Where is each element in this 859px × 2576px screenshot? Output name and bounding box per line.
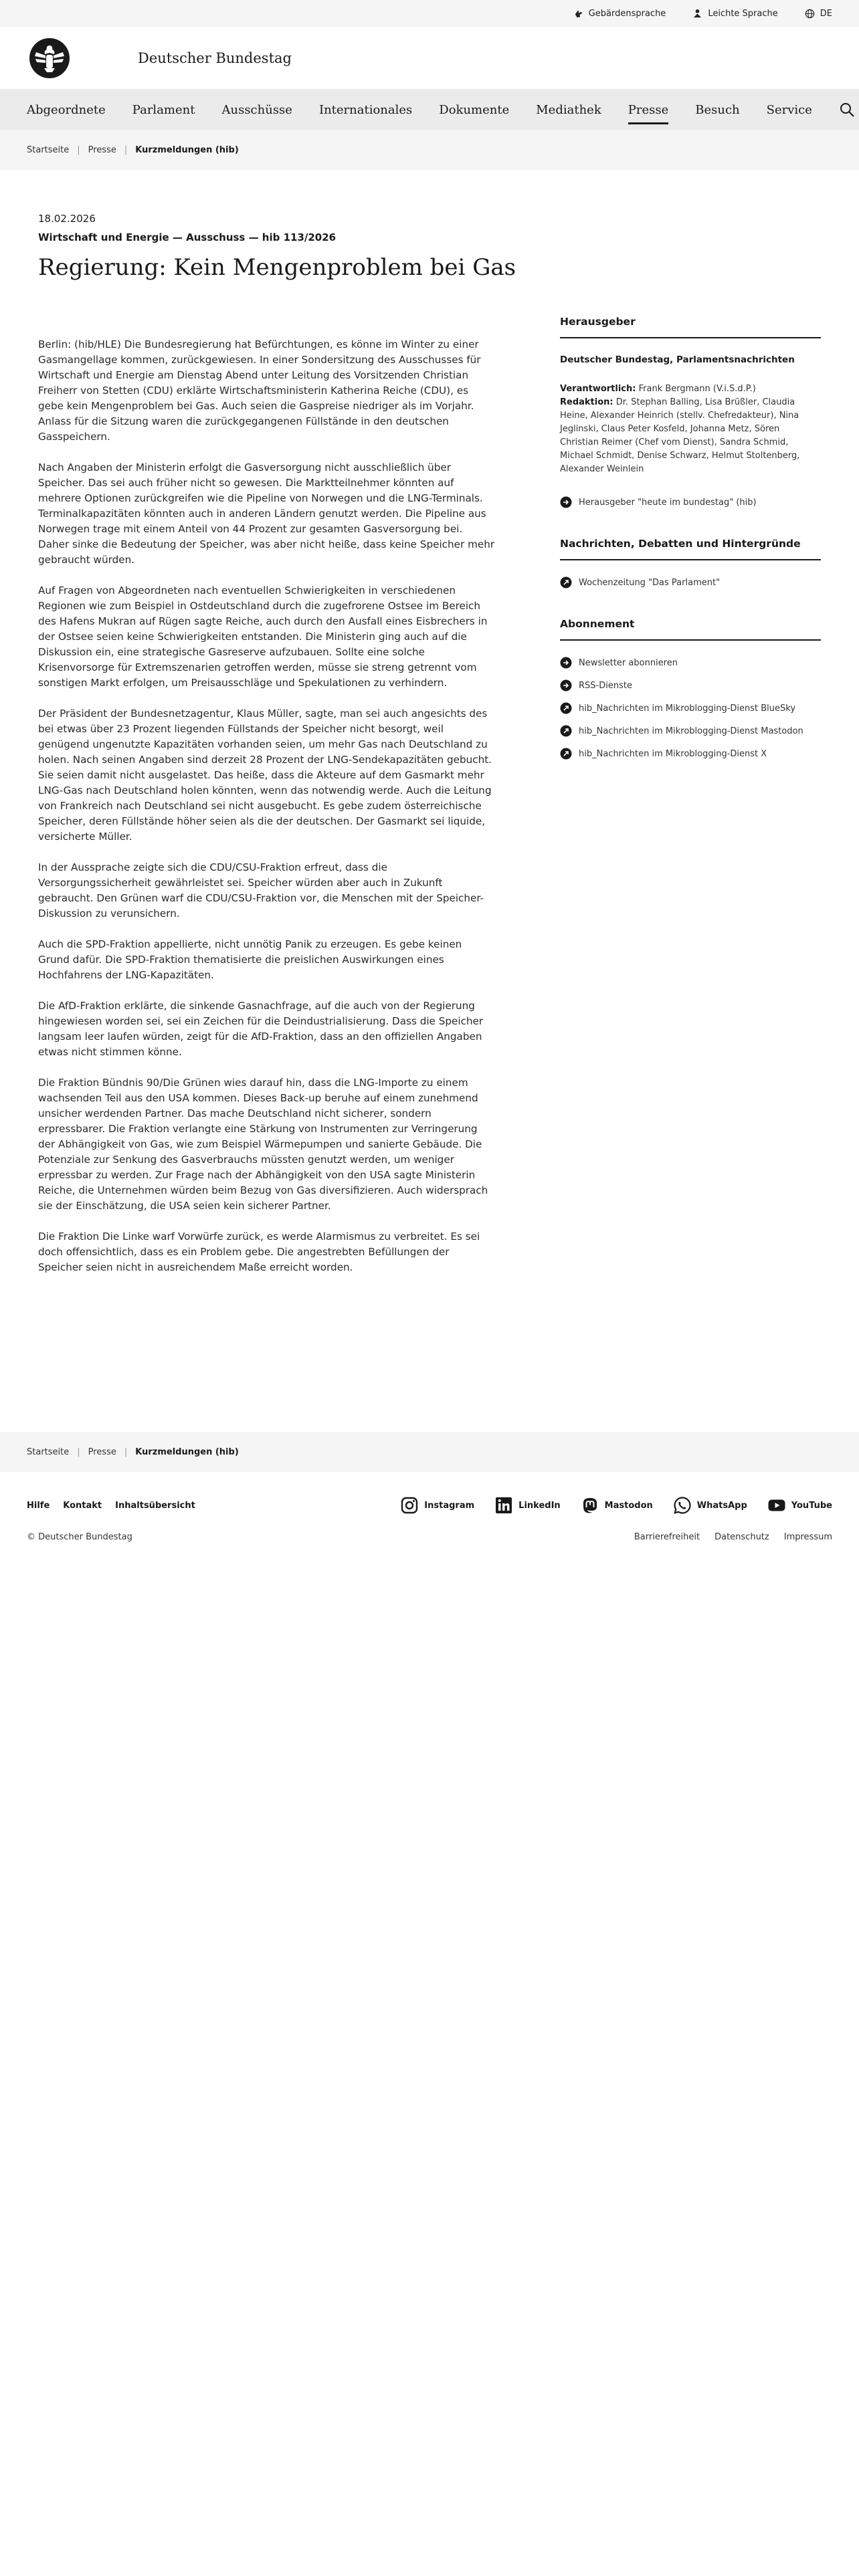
breadcrumb-home[interactable]: Startseite bbox=[27, 144, 70, 155]
legal-link-datenschutz[interactable]: Datenschutz bbox=[714, 1532, 769, 1542]
hand-icon bbox=[573, 9, 583, 19]
whatsapp-icon bbox=[673, 1496, 692, 1515]
x-link-label: hib_Nachrichten im Mikroblogging-Dienst X bbox=[579, 748, 767, 759]
article-body bbox=[38, 316, 495, 1291]
nav-item-dokumente[interactable]: Dokumente bbox=[439, 102, 510, 117]
breadcrumb-presse[interactable]: Presse bbox=[88, 144, 116, 155]
legal-link-impressum[interactable]: Impressum bbox=[783, 1532, 832, 1542]
content-columns bbox=[38, 316, 821, 1291]
social-whatsapp[interactable] bbox=[673, 1496, 747, 1515]
mastodon-label: Mastodon bbox=[604, 1500, 653, 1511]
linkedin-icon bbox=[494, 1496, 513, 1515]
news-section bbox=[560, 538, 821, 588]
social-mastodon[interactable] bbox=[581, 1496, 653, 1515]
article-paragraph: Der Präsident der Bundesnetzagentur, Klaus Müller, sagte, man sei auch angesichts des bei etwas über 23 Prozent liegenden Füllstands der Speicher nicht besorgt, weil genügend ungenutzte Kapazitäten vorhanden seien, um mehr Gas nach Deutschland zu holen. Nach seinen Angaben sind derzeit 28 Prozent der LNG-Sendekapazitäten gebucht. Sie seien damit nicht ausgelastet. Das heiße, dass die Akteure auf dem Gasmarkt mehr LNG-Gas nach Deutschland holen könnten, wenn das notwendig werde. Auch die Leitung von Frankreich nach Deutschland sei nicht ausgebucht. Es gebe zudem österreichische Speicher, deren Füllstände höher seien als die der deutschen. Der Gasmarkt sei liquide, versicherte Müller. bbox=[38, 708, 492, 843]
sign-language-label: Gebärdensprache bbox=[588, 8, 666, 19]
utility-bar bbox=[0, 0, 859, 27]
subscription-heading: Abonnement bbox=[560, 618, 821, 641]
publisher-hib-link-label: Herausgeber "heute im bundestag" (hib) bbox=[579, 497, 757, 508]
das-parlament-link[interactable] bbox=[560, 576, 821, 588]
social-links bbox=[400, 1496, 832, 1515]
publisher-org: Deutscher Bundestag, Parlamentsnachrichten bbox=[560, 354, 795, 365]
article-paragraph: Die Fraktion Bündnis 90/Die Grünen wies darauf hin, dass die LNG-Importe zu einem wachsenden Teil aus den USA kommen. Dieses Back-up beruhe auf einem zunehmend unsicher werdenden Partner. Das mache Deutschland nicht sicherer, sondern erpressbarer. Die Fraktion verlangte eine Stärkung von Instrumenten zur Verringerung der Abhängigkeit von Gas, wie zum Beispiel Wärmepumpen und sanierte Gebäude. Die Potenziale zur Senkung des Gasverbrauchs müssten genutzt werden, um weniger erpressbar zu werden. Zur Frage nach der Abhängigkeit von den USA sagte Ministerin Reiche, die Unternehmen würden beim Bezug von Gas diversifizieren. Auch widersprach sie der Einschätzung, die USA seien kein sicherer Partner. bbox=[38, 1077, 488, 1212]
arrow-right-circle-icon bbox=[560, 657, 572, 669]
footer-breadcrumb-current: Kurzmeldungen (hib) bbox=[135, 1446, 239, 1457]
arrow-right-circle-icon bbox=[560, 679, 572, 691]
bluesky-link[interactable] bbox=[560, 702, 821, 714]
das-parlament-link-label: Wochenzeitung "Das Parlament" bbox=[579, 577, 721, 588]
easy-language-icon bbox=[692, 9, 702, 19]
footer-link-hilfe[interactable]: Hilfe bbox=[27, 1500, 50, 1511]
bluesky-link-label: hib_Nachrichten im Mikroblogging-Dienst BlueSky bbox=[579, 703, 796, 714]
nav-item-ausschuesse[interactable]: Ausschüsse bbox=[221, 102, 292, 117]
instagram-label: Instagram bbox=[424, 1500, 475, 1511]
external-link-icon bbox=[560, 702, 572, 714]
nav-item-internationales[interactable]: Internationales bbox=[318, 102, 413, 117]
x-link[interactable] bbox=[560, 748, 821, 760]
article-paragraph: In der Aussprache zeigte sich die CDU/CSU-Fraktion erfreut, dass die Versorgungssicherheit gewährleistet sei. Speicher würden aber auch in Zukunft gebraucht. Den Grünen warf die CDU/CSU-Fraktion vor, die Menschen mit der Speicher-Diskussion zu verunsichern. bbox=[38, 861, 484, 920]
search-button[interactable] bbox=[839, 100, 855, 119]
bundestag-eagle-logo[interactable] bbox=[27, 37, 72, 79]
main-navigation bbox=[0, 90, 859, 130]
social-youtube[interactable] bbox=[767, 1496, 832, 1515]
mastodon-link[interactable] bbox=[560, 725, 821, 737]
breadcrumb bbox=[0, 130, 859, 170]
mastodon-icon bbox=[581, 1496, 599, 1515]
article-date: 18.02.2026 bbox=[38, 213, 96, 225]
arrow-right-circle-icon bbox=[560, 496, 572, 508]
breadcrumb-separator: | bbox=[77, 144, 80, 155]
nav-item-besuch[interactable]: Besuch bbox=[695, 102, 740, 117]
site-footer bbox=[0, 1472, 859, 1559]
external-link-icon bbox=[560, 725, 572, 737]
nav-item-parlament[interactable]: Parlament bbox=[132, 102, 195, 117]
eagle-icon bbox=[28, 37, 71, 79]
article-paragraph: Nach Angaben der Ministerin erfolgt die Gasversorgung nicht ausschließlich über Speicher. Das sei auch früher nicht so gewesen. Die Marktteilnehmer könnten auf mehrere Optionen zurückgreifen wie die Pipeline von Norwegen und die LNG-Terminals. Terminalkapazitäten könnten auch in anderen Ländern genutzt werden. Die Pipeline aus Norwegen trage mit einem Anteil von 44 Prozent zur gesamten Gasversorgung bei. Daher sinke die Bedeutung der Speicher, was aber nicht heiße, dass keine Speicher mehr gebraucht würden. bbox=[38, 461, 495, 566]
publisher-editors bbox=[560, 396, 821, 476]
site-header bbox=[0, 27, 859, 90]
search-icon bbox=[839, 102, 855, 118]
article-meta: Wirtschaft und Energie — Ausschuss — hib 113/2026 bbox=[38, 231, 337, 243]
editors-value: Dr. Stephan Balling, Lisa Brüßler, Claudia Heine, Alexander Heinrich (stellv. Chefredakteur), Nina Jeglinski, Claus Peter Kosfeld, Johanna Metz, Sören Christian Reimer (Chef vom Dienst), Sandra Schmid, Michael Schmidt, Denise Schwarz, Helmut Stoltenberg, Alexander Weinlein bbox=[560, 397, 800, 474]
rss-link[interactable] bbox=[560, 679, 821, 691]
footer-breadcrumb-presse[interactable]: Presse bbox=[88, 1446, 116, 1457]
social-linkedin[interactable] bbox=[494, 1496, 561, 1515]
easy-language-label: Leichte Sprache bbox=[708, 8, 778, 19]
breadcrumb-separator: | bbox=[77, 1446, 80, 1457]
breadcrumb-current: Kurzmeldungen (hib) bbox=[135, 144, 239, 155]
publisher-heading: Herausgeber bbox=[560, 316, 821, 338]
copyright: © Deutscher Bundestag bbox=[27, 1532, 132, 1542]
news-heading: Nachrichten, Debatten und Hintergründe bbox=[560, 538, 821, 560]
publisher-responsible bbox=[560, 383, 821, 396]
site-title[interactable]: Deutscher Bundestag bbox=[138, 49, 292, 66]
subscription-section bbox=[560, 618, 821, 760]
newsletter-link[interactable] bbox=[560, 657, 821, 669]
linkedin-label: LinkedIn bbox=[518, 1500, 561, 1511]
youtube-label: YouTube bbox=[791, 1500, 832, 1511]
language-label: DE bbox=[820, 8, 832, 19]
breadcrumb-separator: | bbox=[124, 1446, 128, 1457]
nav-item-abgeordnete[interactable]: Abgeordnete bbox=[27, 102, 106, 117]
nav-item-presse[interactable]: Presse bbox=[628, 90, 669, 130]
breadcrumb-separator: | bbox=[124, 144, 128, 155]
footer-link-kontakt[interactable]: Kontakt bbox=[63, 1500, 102, 1511]
newsletter-link-label: Newsletter abonnieren bbox=[579, 657, 678, 668]
sign-language-link[interactable] bbox=[573, 9, 666, 19]
external-link-icon bbox=[560, 748, 572, 760]
social-instagram[interactable] bbox=[400, 1496, 474, 1515]
footer-breadcrumb-home[interactable]: Startseite bbox=[27, 1446, 70, 1457]
language-switcher[interactable] bbox=[805, 9, 832, 19]
footer-link-inhaltsuebersicht[interactable]: Inhaltsübersicht bbox=[115, 1500, 195, 1511]
article-paragraph: Auch die SPD-Fraktion appellierte, nicht unnötig Panik zu erzeugen. Es gebe keinen Grund dafür. Die SPD-Fraktion thematisierte die preislichen Auswirkungen eines Hochfahrens der LNG-Kapazitäten. bbox=[38, 938, 462, 981]
page-title: Regierung: Kein Mengenproblem bei Gas bbox=[38, 254, 516, 281]
footer-breadcrumb bbox=[0, 1432, 859, 1472]
youtube-icon bbox=[767, 1496, 786, 1515]
publisher-section bbox=[560, 316, 821, 508]
article-paragraph: Berlin: (hib/HLE) Die Bundesregierung hat Befürchtungen, es könne im Winter zu einer Gasmangellage kommen, zurückgewiesen. In einer Sondersitzung des Ausschusses für Wirtschaft und Energie am Dienstag Abend unter Leitung des Vorsitzenden Christian Freiherr von Stetten (CDU) erklärte Wirtschaftsministerin Katherina Reiche (CDU), es gebe kein Mengenproblem bei Gas. Auch seien die Gaspreise niedriger als im Vorjahr. Anlass für die Sitzung waren die zurückgegangenen Füllstände in den deutschen Gasspeichern. bbox=[38, 338, 481, 443]
article-paragraph: Auf Fragen von Abgeordneten nach eventuellen Schwierigkeiten in verschiedenen Regionen wie zum Beispiel in Ostdeutschland durch die zugefrorene Ostsee im Bereich des Hafens Mukran auf Rügen sagte Reiche, auch durch den Ausfall eines Eisbrechers in der Ostsee seien keine Schwierigkeiten entstanden. Die Ministerin ging auch auf die Diskussion ein, eine strategische Gasreserve aufzubauen. Sollte eine solche Krisenvorsorge für Extremszenarien getroffen werden, müsse sie streng getrennt vom sonstigen Markt erfolgen, um Preisausschläge und Spekulationen zu verhindern. bbox=[38, 584, 488, 689]
legal-link-barrierefreiheit[interactable]: Barrierefreiheit bbox=[634, 1532, 700, 1542]
nav-item-service[interactable]: Service bbox=[766, 102, 812, 117]
easy-language-link[interactable] bbox=[692, 9, 777, 19]
rss-link-label: RSS-Dienste bbox=[579, 680, 632, 691]
globe-icon bbox=[805, 9, 815, 19]
mastodon-link-label: hib_Nachrichten im Mikroblogging-Dienst Mastodon bbox=[579, 726, 803, 736]
nav-item-mediathek[interactable]: Mediathek bbox=[536, 102, 601, 117]
publisher-hib-link[interactable] bbox=[560, 496, 821, 508]
article-paragraph: Die Fraktion Die Linke warf Vorwürfe zurück, es werde Alarmismus zu verbreitet. Es sei doch offensichtlich, dass es ein Problem gebe. Die angestrebten Befüllungen der Speicher seien nicht in ausreichendem Maße erreicht worden. bbox=[38, 1230, 480, 1273]
instagram-icon bbox=[400, 1496, 419, 1515]
responsible-label: Verantwortlich: bbox=[560, 384, 636, 394]
responsible-value: Frank Bergmann (V.i.S.d.P.) bbox=[638, 384, 756, 394]
footer-links bbox=[27, 1501, 195, 1511]
legal-links bbox=[634, 1532, 832, 1542]
editors-label: Redaktion: bbox=[560, 397, 613, 407]
article-paragraph: Die AfD-Fraktion erklärte, die sinkende Gasnachfrage, auf die auch von der Regierung hingewiesen worden sei, sei ein Zeichen für die Deindustrialisierung. Dass die Speicher langsam leer laufen würden, zeigt für die AfD-Fraktion, dass an den offiziellen Angaben etwas nicht stimmen könne. bbox=[38, 1000, 484, 1058]
whatsapp-label: WhatsApp bbox=[696, 1500, 747, 1511]
sidebar bbox=[560, 316, 821, 1291]
external-link-icon bbox=[560, 576, 572, 588]
main-content bbox=[0, 213, 859, 1291]
